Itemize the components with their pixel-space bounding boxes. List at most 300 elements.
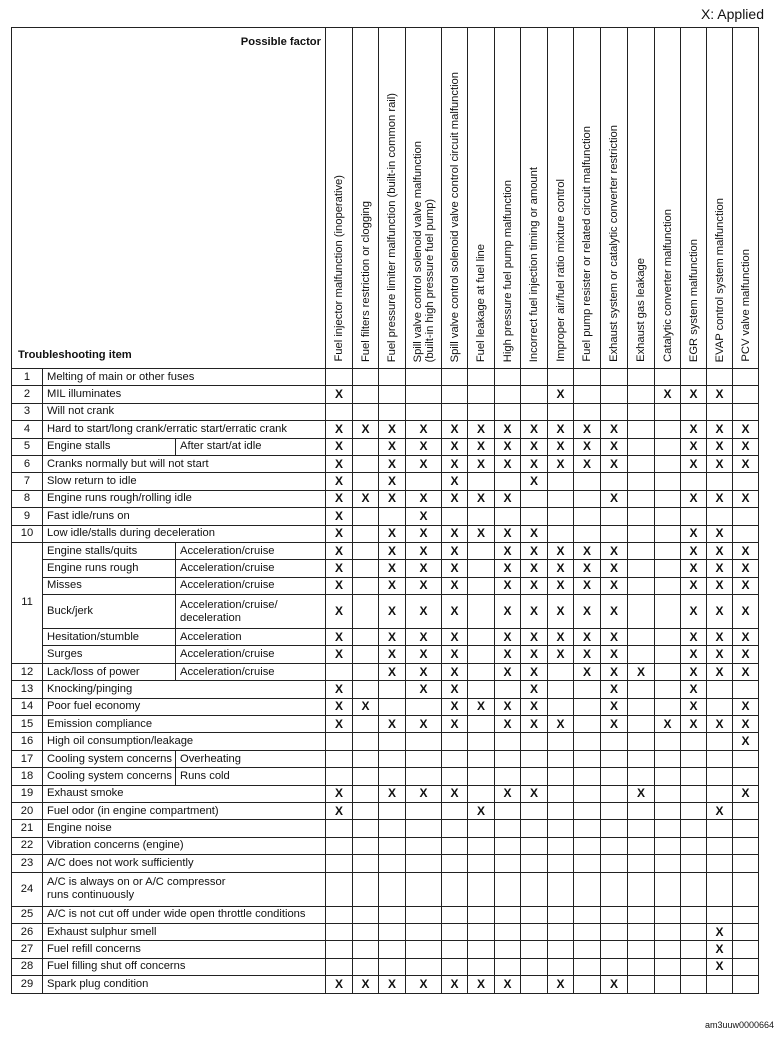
applied-mark — [655, 923, 681, 940]
applied-mark: X — [521, 577, 548, 594]
figure-id: am3uuw0000664 — [704, 1020, 774, 1030]
applied-mark — [521, 958, 548, 975]
row-number: 4 — [12, 421, 43, 438]
applied-mark: X — [707, 802, 733, 819]
row-number: 7 — [12, 473, 43, 490]
applied-mark — [628, 490, 655, 507]
applied-mark — [468, 403, 495, 420]
applied-mark — [353, 785, 379, 802]
applied-mark — [468, 508, 495, 525]
applied-mark: X — [442, 438, 468, 455]
applied-mark — [707, 750, 733, 767]
applied-mark — [707, 473, 733, 490]
applied-mark — [379, 802, 406, 819]
table-row — [12, 837, 759, 854]
applied-mark — [601, 508, 628, 525]
possible-factor-label: Possible factor — [240, 36, 321, 48]
applied-mark: X — [326, 595, 353, 629]
applied-mark — [521, 490, 548, 507]
applied-mark — [442, 958, 468, 975]
applied-mark — [574, 525, 601, 542]
troubleshooting-item: High oil consumption/leakage — [43, 733, 326, 750]
applied-mark: X — [521, 663, 548, 680]
applied-mark — [468, 595, 495, 629]
applied-mark — [406, 941, 442, 958]
applied-mark — [353, 958, 379, 975]
applied-mark — [681, 473, 707, 490]
applied-mark — [442, 750, 468, 767]
applied-mark: X — [521, 421, 548, 438]
applied-mark — [655, 768, 681, 785]
applied-mark: X — [521, 473, 548, 490]
applied-mark — [495, 872, 521, 906]
row-number: 12 — [12, 663, 43, 680]
applied-mark — [379, 733, 406, 750]
applied-mark — [521, 733, 548, 750]
applied-mark — [468, 542, 495, 559]
factor-header — [707, 28, 733, 369]
table-row — [12, 508, 759, 525]
applied-mark — [628, 438, 655, 455]
table-row — [12, 681, 759, 698]
applied-mark: X — [379, 646, 406, 663]
applied-mark — [521, 820, 548, 837]
applied-mark: X — [326, 785, 353, 802]
applied-mark — [548, 820, 574, 837]
applied-mark — [326, 663, 353, 680]
troubleshooting-item: Surges — [43, 646, 176, 663]
applied-mark: X — [574, 629, 601, 646]
applied-mark — [468, 369, 495, 386]
applied-mark — [468, 785, 495, 802]
applied-mark — [681, 820, 707, 837]
applied-mark: X — [548, 577, 574, 594]
factor-header — [628, 28, 655, 369]
applied-mark — [495, 403, 521, 420]
applied-mark: X — [379, 595, 406, 629]
factor-header — [495, 28, 521, 369]
applied-mark: X — [326, 542, 353, 559]
applied-mark — [495, 369, 521, 386]
applied-mark: X — [681, 629, 707, 646]
applied-mark — [655, 560, 681, 577]
table-row — [12, 976, 759, 993]
applied-mark — [655, 750, 681, 767]
applied-mark — [379, 369, 406, 386]
applied-mark: X — [733, 698, 759, 715]
applied-mark — [495, 802, 521, 819]
legend: X: Applied — [700, 6, 764, 22]
applied-mark — [495, 906, 521, 923]
row-number: 1 — [12, 369, 43, 386]
applied-mark: X — [379, 629, 406, 646]
applied-mark — [707, 768, 733, 785]
applied-mark — [601, 923, 628, 940]
applied-mark — [406, 698, 442, 715]
applied-mark — [655, 421, 681, 438]
applied-mark — [353, 525, 379, 542]
applied-mark — [601, 906, 628, 923]
applied-mark — [628, 941, 655, 958]
applied-mark — [707, 976, 733, 993]
applied-mark: X — [707, 629, 733, 646]
applied-mark — [681, 923, 707, 940]
applied-mark — [468, 560, 495, 577]
applied-mark — [655, 525, 681, 542]
factor-header — [601, 28, 628, 369]
applied-mark — [326, 906, 353, 923]
table-row — [12, 542, 759, 559]
applied-mark — [601, 941, 628, 958]
applied-mark — [442, 386, 468, 403]
applied-mark — [468, 629, 495, 646]
applied-mark — [548, 525, 574, 542]
applied-mark: X — [406, 646, 442, 663]
applied-mark — [601, 750, 628, 767]
applied-mark — [681, 768, 707, 785]
applied-mark: X — [326, 698, 353, 715]
table-row — [12, 369, 759, 386]
troubleshooting-item: Poor fuel economy — [43, 698, 326, 715]
applied-mark — [601, 768, 628, 785]
applied-mark — [468, 958, 495, 975]
applied-mark — [468, 716, 495, 733]
applied-mark — [628, 716, 655, 733]
applied-mark: X — [495, 785, 521, 802]
troubleshooting-item: A/C is not cut off under wide open throttle conditions — [43, 906, 326, 923]
applied-mark: X — [379, 716, 406, 733]
applied-mark — [574, 923, 601, 940]
applied-mark: X — [707, 923, 733, 940]
applied-mark — [495, 750, 521, 767]
row-number: 24 — [12, 872, 43, 906]
applied-mark: X — [681, 421, 707, 438]
applied-mark: X — [628, 663, 655, 680]
header-corner — [12, 28, 326, 369]
applied-mark — [495, 473, 521, 490]
applied-mark — [406, 855, 442, 872]
applied-mark — [468, 750, 495, 767]
applied-mark — [442, 369, 468, 386]
row-number: 2 — [12, 386, 43, 403]
applied-mark — [353, 716, 379, 733]
applied-mark: X — [707, 490, 733, 507]
table-row — [12, 595, 759, 629]
applied-mark — [655, 629, 681, 646]
applied-mark: X — [733, 542, 759, 559]
troubleshooting-item: Engine noise — [43, 820, 326, 837]
applied-mark: X — [733, 629, 759, 646]
applied-mark — [574, 369, 601, 386]
applied-mark: X — [442, 595, 468, 629]
applied-mark: X — [406, 577, 442, 594]
applied-mark: X — [326, 681, 353, 698]
row-number: 10 — [12, 525, 43, 542]
applied-mark: X — [707, 595, 733, 629]
troubleshooting-item: Fast idle/runs on — [43, 508, 326, 525]
applied-mark: X — [733, 455, 759, 472]
factor-header — [442, 28, 468, 369]
factor-label: Incorrect fuel injection timing or amount — [528, 166, 540, 362]
applied-mark — [521, 837, 548, 854]
applied-mark — [353, 455, 379, 472]
applied-mark — [468, 386, 495, 403]
row-number: 18 — [12, 768, 43, 785]
applied-mark — [406, 473, 442, 490]
applied-mark — [655, 438, 681, 455]
factor-header — [353, 28, 379, 369]
applied-mark — [406, 403, 442, 420]
applied-mark — [655, 542, 681, 559]
applied-mark — [353, 872, 379, 906]
applied-mark — [601, 802, 628, 819]
applied-mark: X — [548, 386, 574, 403]
applied-mark — [353, 681, 379, 698]
applied-mark — [574, 785, 601, 802]
applied-mark — [353, 646, 379, 663]
applied-mark — [379, 698, 406, 715]
applied-mark — [468, 768, 495, 785]
applied-mark — [379, 906, 406, 923]
troubleshooting-item: Fuel odor (in engine compartment) — [43, 802, 326, 819]
applied-mark — [655, 733, 681, 750]
applied-mark: X — [521, 716, 548, 733]
applied-mark — [521, 872, 548, 906]
applied-mark — [733, 820, 759, 837]
applied-mark — [574, 958, 601, 975]
troubleshooting-item: Engine runs rough/rolling idle — [43, 490, 326, 507]
header-row — [12, 28, 759, 369]
applied-mark — [495, 733, 521, 750]
applied-mark: X — [521, 629, 548, 646]
applied-mark — [574, 490, 601, 507]
applied-mark: X — [601, 595, 628, 629]
applied-mark: X — [379, 577, 406, 594]
applied-mark: X — [707, 525, 733, 542]
troubleshooting-item: Lack/loss of power — [43, 663, 176, 680]
applied-mark — [548, 681, 574, 698]
applied-mark: X — [495, 663, 521, 680]
applied-mark — [548, 802, 574, 819]
applied-mark — [574, 403, 601, 420]
applied-mark: X — [548, 976, 574, 993]
applied-mark: X — [628, 785, 655, 802]
applied-mark: X — [521, 542, 548, 559]
table-row — [12, 716, 759, 733]
applied-mark: X — [548, 542, 574, 559]
applied-mark: X — [574, 560, 601, 577]
applied-mark — [442, 906, 468, 923]
applied-mark — [353, 438, 379, 455]
applied-mark — [655, 455, 681, 472]
applied-mark — [353, 403, 379, 420]
applied-mark — [379, 750, 406, 767]
applied-mark — [406, 923, 442, 940]
applied-mark: X — [548, 560, 574, 577]
applied-mark: X — [442, 646, 468, 663]
applied-mark — [406, 906, 442, 923]
factor-header — [521, 28, 548, 369]
factor-label: Exhaust gas leakage — [635, 258, 647, 362]
applied-mark — [353, 941, 379, 958]
applied-mark — [628, 698, 655, 715]
applied-mark: X — [707, 542, 733, 559]
applied-mark: X — [601, 716, 628, 733]
applied-mark — [655, 906, 681, 923]
applied-mark — [548, 872, 574, 906]
applied-mark: X — [733, 663, 759, 680]
applied-mark — [601, 733, 628, 750]
factor-label: Fuel injector malfunction (inoperative) — [333, 175, 345, 362]
applied-mark: X — [601, 698, 628, 715]
applied-mark: X — [379, 785, 406, 802]
applied-mark — [733, 403, 759, 420]
applied-mark — [495, 923, 521, 940]
applied-mark — [628, 369, 655, 386]
applied-mark: X — [353, 490, 379, 507]
applied-mark — [601, 855, 628, 872]
applied-mark — [574, 716, 601, 733]
applied-mark: X — [574, 421, 601, 438]
applied-mark: X — [406, 976, 442, 993]
applied-mark — [468, 941, 495, 958]
applied-mark — [353, 542, 379, 559]
applied-mark — [628, 525, 655, 542]
applied-mark — [468, 681, 495, 698]
applied-mark: X — [681, 698, 707, 715]
applied-mark: X — [548, 629, 574, 646]
applied-mark: X — [495, 490, 521, 507]
applied-mark — [468, 663, 495, 680]
applied-mark — [521, 386, 548, 403]
applied-mark — [733, 906, 759, 923]
applied-mark: X — [406, 663, 442, 680]
applied-mark — [681, 976, 707, 993]
applied-mark: X — [574, 577, 601, 594]
applied-mark: X — [733, 785, 759, 802]
applied-mark: X — [495, 455, 521, 472]
applied-mark: X — [379, 438, 406, 455]
applied-mark: X — [406, 421, 442, 438]
applied-mark: X — [733, 490, 759, 507]
applied-mark — [548, 663, 574, 680]
row-number: 13 — [12, 681, 43, 698]
factor-header — [655, 28, 681, 369]
applied-mark: X — [521, 646, 548, 663]
troubleshooting-item: Engine stalls/quits — [43, 542, 176, 559]
applied-mark: X — [681, 438, 707, 455]
condition-label: Acceleration/cruise — [176, 542, 326, 559]
troubleshooting-item: Exhaust sulphur smell — [43, 923, 326, 940]
applied-mark: X — [733, 560, 759, 577]
table-row — [12, 906, 759, 923]
applied-mark — [601, 785, 628, 802]
applied-mark — [548, 473, 574, 490]
applied-mark: X — [574, 438, 601, 455]
applied-mark: X — [326, 421, 353, 438]
applied-mark — [548, 403, 574, 420]
applied-mark — [495, 386, 521, 403]
applied-mark — [628, 560, 655, 577]
applied-mark: X — [601, 490, 628, 507]
applied-mark: X — [406, 785, 442, 802]
applied-mark: X — [468, 490, 495, 507]
applied-mark — [379, 958, 406, 975]
factor-header — [548, 28, 574, 369]
applied-mark — [628, 595, 655, 629]
applied-mark — [326, 941, 353, 958]
applied-mark — [353, 663, 379, 680]
troubleshooting-item: Misses — [43, 577, 176, 594]
applied-mark — [326, 872, 353, 906]
applied-mark — [681, 802, 707, 819]
applied-mark — [406, 733, 442, 750]
applied-mark — [628, 542, 655, 559]
applied-mark — [574, 681, 601, 698]
applied-mark — [628, 750, 655, 767]
troubleshooting-item: Exhaust smoke — [43, 785, 326, 802]
applied-mark — [707, 369, 733, 386]
applied-mark: X — [733, 421, 759, 438]
factor-label: Fuel pump resister or related circuit malfunction — [581, 126, 593, 362]
applied-mark: X — [707, 386, 733, 403]
applied-mark — [681, 941, 707, 958]
applied-mark — [574, 855, 601, 872]
row-number: 17 — [12, 750, 43, 767]
applied-mark: X — [442, 542, 468, 559]
applied-mark — [681, 733, 707, 750]
applied-mark — [601, 403, 628, 420]
applied-mark: X — [379, 421, 406, 438]
condition-label: Acceleration/cruise — [176, 646, 326, 663]
applied-mark: X — [406, 629, 442, 646]
factor-label: Fuel pressure limiter malfunction (built-in common rail) — [386, 92, 398, 362]
applied-mark — [353, 906, 379, 923]
applied-mark: X — [326, 386, 353, 403]
applied-mark: X — [353, 698, 379, 715]
applied-mark — [353, 923, 379, 940]
condition-label: Acceleration/cruise/ deceleration — [176, 595, 326, 629]
factor-label: Spill valve control solenoid valve malfunction (built-in high pressure fuel pump) — [411, 140, 436, 362]
applied-mark — [628, 872, 655, 906]
troubleshooting-item: Hard to start/long crank/erratic start/erratic crank — [43, 421, 326, 438]
troubleshooting-matrix — [11, 27, 759, 994]
applied-mark: X — [495, 542, 521, 559]
applied-mark: X — [468, 455, 495, 472]
applied-mark — [353, 768, 379, 785]
applied-mark: X — [707, 438, 733, 455]
applied-mark: X — [681, 663, 707, 680]
applied-mark — [681, 837, 707, 854]
applied-mark — [353, 837, 379, 854]
applied-mark — [379, 872, 406, 906]
applied-mark — [379, 855, 406, 872]
applied-mark: X — [655, 386, 681, 403]
table-row — [12, 785, 759, 802]
applied-mark — [379, 923, 406, 940]
applied-mark: X — [733, 438, 759, 455]
table-row — [12, 525, 759, 542]
applied-mark — [628, 455, 655, 472]
row-number: 19 — [12, 785, 43, 802]
applied-mark: X — [442, 455, 468, 472]
applied-mark — [601, 386, 628, 403]
applied-mark — [353, 595, 379, 629]
applied-mark — [655, 855, 681, 872]
applied-mark — [601, 525, 628, 542]
troubleshooting-item: Slow return to idle — [43, 473, 326, 490]
applied-mark — [442, 923, 468, 940]
